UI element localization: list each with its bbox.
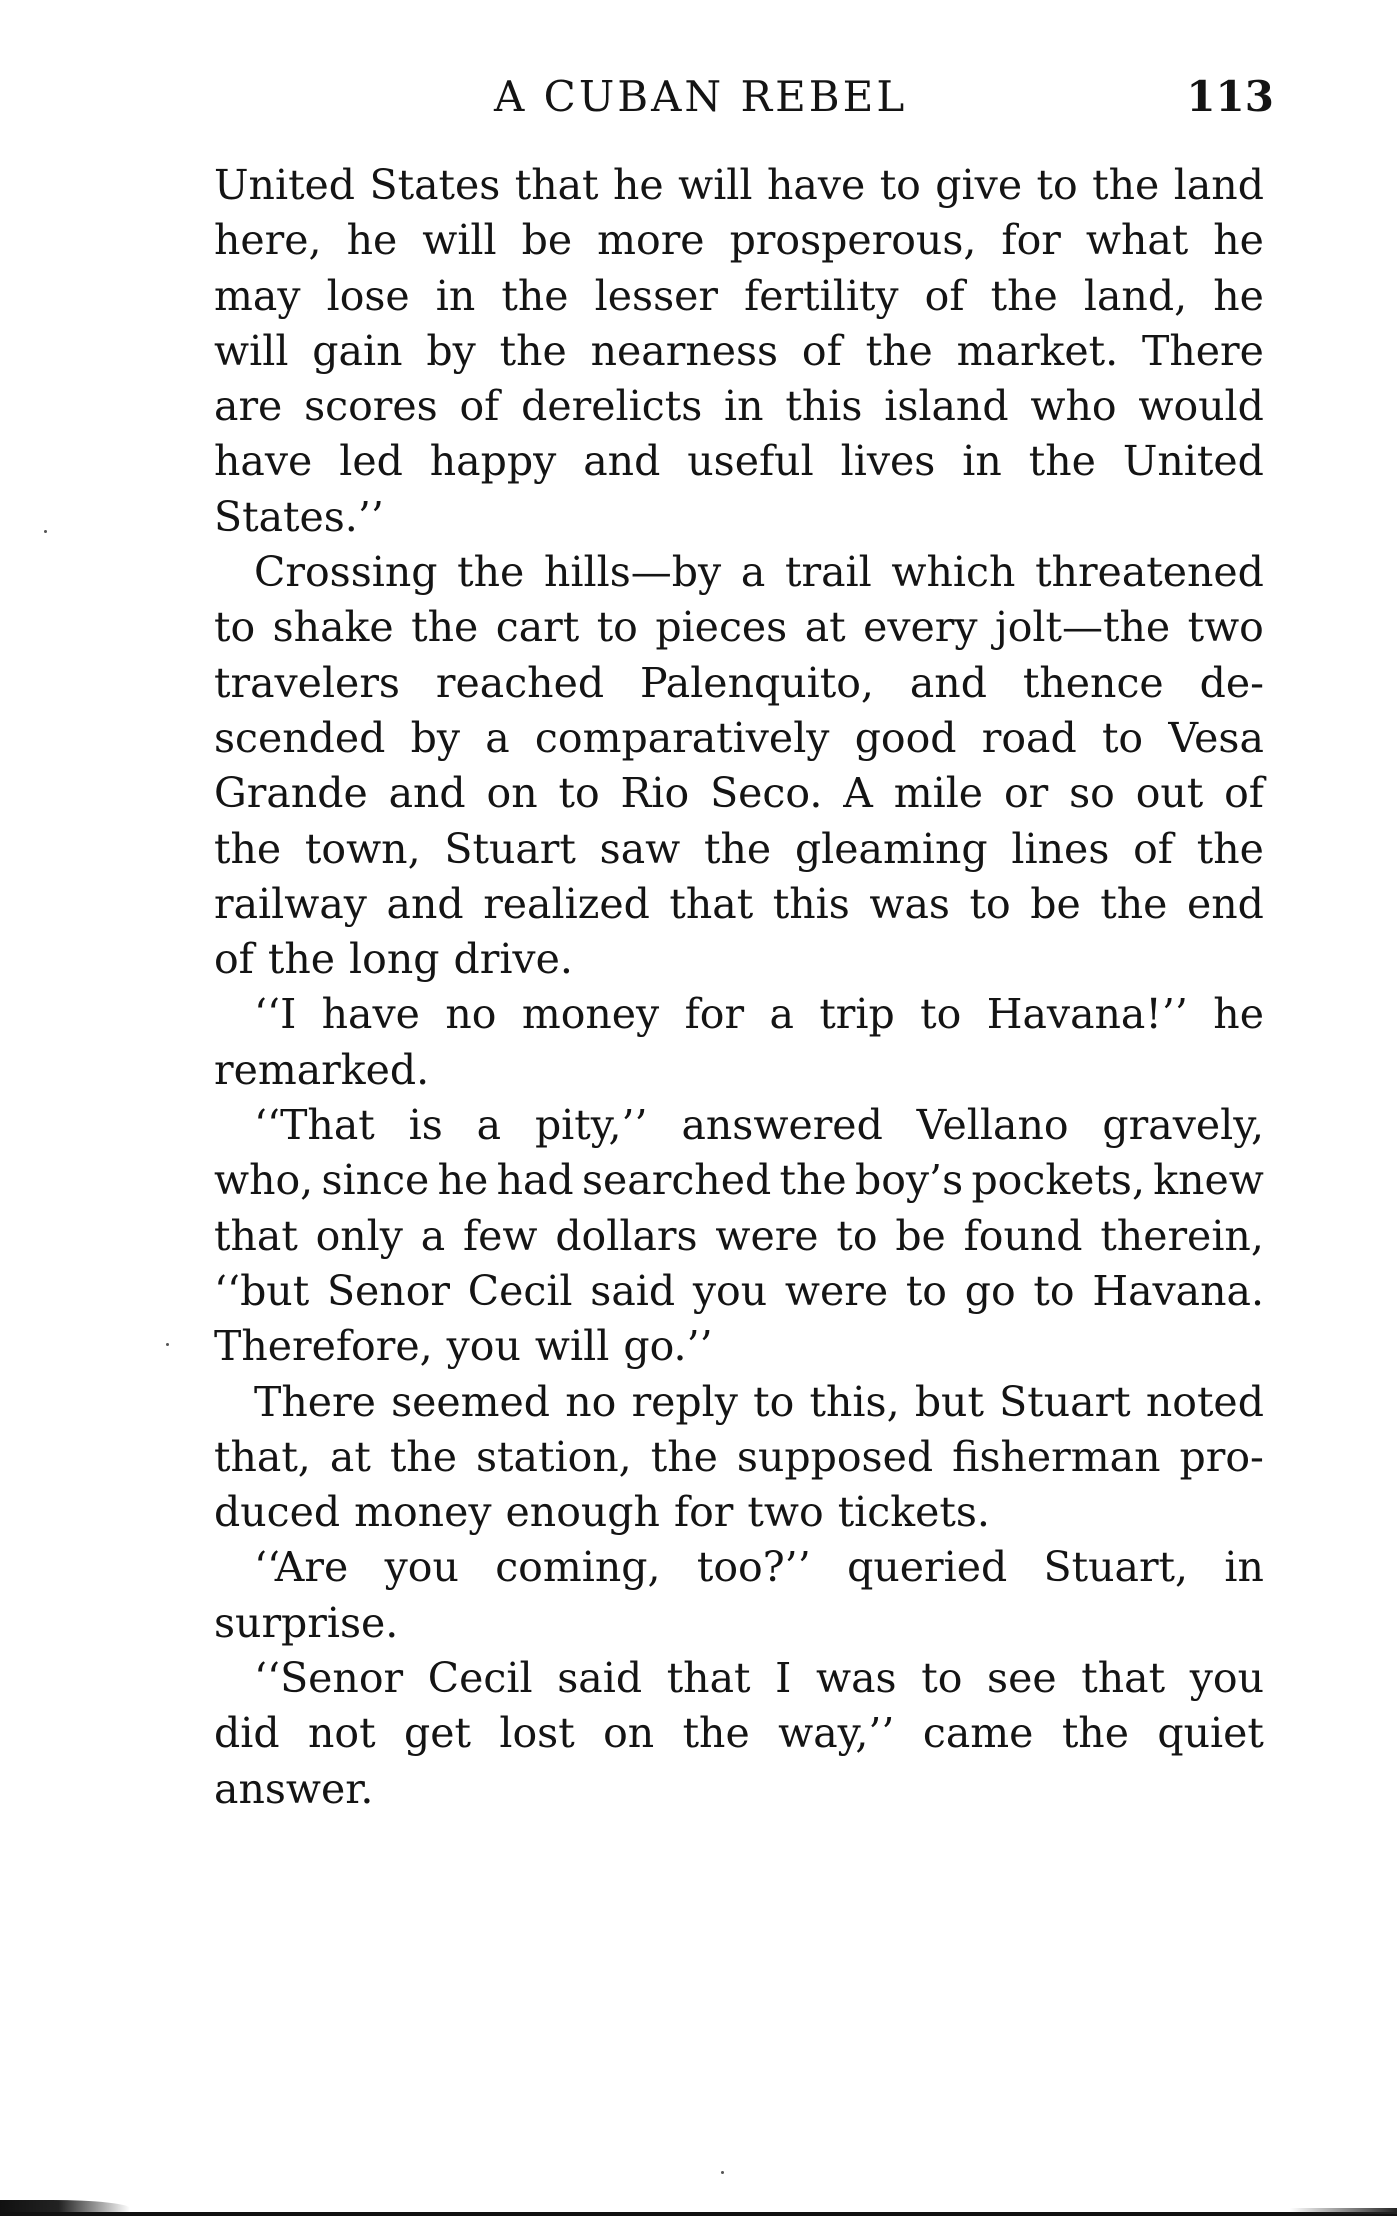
word: that, <box>214 1432 311 1481</box>
text-line <box>214 656 1264 711</box>
word: will <box>678 161 753 209</box>
word: money <box>354 1488 492 1537</box>
text-line <box>214 213 1264 268</box>
text-line <box>214 490 1264 545</box>
word: no <box>565 1377 617 1426</box>
word: ‘‘I <box>254 990 297 1039</box>
word: in <box>962 437 1002 486</box>
word: cart <box>495 603 580 652</box>
word: would <box>1138 382 1264 431</box>
word: by <box>410 713 461 762</box>
word: that <box>514 161 599 209</box>
word: gravely, <box>1102 1101 1264 1150</box>
word: United <box>1122 437 1264 486</box>
text-line <box>214 545 1264 600</box>
text-line <box>214 711 1264 766</box>
word: Havana. <box>1092 1266 1264 1315</box>
word: dollars <box>555 1211 698 1260</box>
text-line <box>214 1153 1264 1208</box>
word: station, <box>476 1432 632 1481</box>
word: this <box>785 382 863 431</box>
word: States <box>369 161 501 209</box>
word: on <box>486 769 538 818</box>
word: here, <box>214 216 322 265</box>
word: enough <box>505 1488 660 1537</box>
word: lesser <box>594 271 718 320</box>
word: to <box>969 879 1011 928</box>
word: Vesa <box>1168 713 1264 762</box>
word: queried <box>847 1543 1008 1592</box>
text-line <box>214 877 1264 932</box>
word: surprise. <box>214 1598 399 1647</box>
word: said <box>557 1654 643 1703</box>
word: but <box>914 1377 984 1426</box>
word: lose <box>326 271 410 320</box>
text-line <box>214 987 1264 1042</box>
word: be <box>1030 879 1081 928</box>
word: town, <box>304 824 421 873</box>
word: pro- <box>1179 1432 1264 1481</box>
word: long <box>349 935 440 984</box>
text-line <box>214 766 1264 821</box>
word: he <box>346 216 398 265</box>
word: that <box>1081 1654 1166 1703</box>
word: be <box>895 1211 946 1260</box>
word: is <box>408 1101 443 1150</box>
word: for <box>684 990 745 1039</box>
word: to <box>836 1211 878 1260</box>
word: ‘‘Senor <box>254 1654 404 1703</box>
text-line <box>214 1762 1264 1817</box>
word: to <box>920 990 962 1039</box>
text-line <box>214 1319 1264 1374</box>
word: that <box>666 1654 751 1703</box>
word: the <box>704 824 772 873</box>
word: a <box>740 548 766 597</box>
word: and <box>386 879 464 928</box>
word: market. <box>956 326 1119 375</box>
word: good <box>854 713 957 762</box>
word: ‘‘but <box>214 1266 310 1315</box>
word: who, <box>214 1156 314 1205</box>
word: noted <box>1145 1377 1264 1426</box>
word: that <box>214 1211 298 1260</box>
word: he <box>1213 271 1264 320</box>
word: searched <box>581 1156 772 1205</box>
word: I <box>775 1654 792 1703</box>
word: useful <box>687 437 814 486</box>
word: boy’s <box>854 1156 964 1205</box>
word: by <box>426 326 476 375</box>
word: Rio <box>620 769 690 818</box>
word: led <box>339 437 403 486</box>
word: end <box>1186 879 1264 928</box>
word: few <box>462 1211 538 1260</box>
word: may <box>214 271 301 320</box>
word: States.’’ <box>214 492 384 541</box>
word: go.’’ <box>623 1322 713 1371</box>
word: nearness <box>590 326 779 375</box>
word: seemed <box>391 1377 551 1426</box>
word: shake <box>272 603 394 652</box>
word: not <box>308 1709 376 1758</box>
word: mile <box>893 769 984 818</box>
ink-smudge <box>1290 2208 1397 2214</box>
word: the <box>411 603 479 652</box>
word: Senor <box>326 1266 450 1315</box>
word: the <box>990 271 1058 320</box>
word: therein, <box>1100 1211 1264 1260</box>
word: give <box>935 161 1023 209</box>
word: said <box>590 1266 676 1315</box>
word: this <box>772 879 850 928</box>
word: the <box>865 326 933 375</box>
text-line <box>214 1264 1264 1319</box>
word: the <box>389 1432 457 1481</box>
word: the <box>682 1709 750 1758</box>
word: Stuart <box>444 824 576 873</box>
speck-mark <box>166 1343 169 1346</box>
word: and <box>388 769 466 818</box>
word: hills—by <box>544 548 722 597</box>
text-line <box>214 822 1264 877</box>
word: of <box>214 935 254 984</box>
word: since <box>321 1156 430 1205</box>
running-title: A CUBAN REBEL <box>494 72 908 121</box>
word: the <box>1100 879 1168 928</box>
word: had <box>496 1156 574 1205</box>
word: so <box>1069 769 1115 818</box>
word: of <box>1224 769 1264 818</box>
bottom-edge-rule <box>0 2212 1397 2216</box>
word: knew <box>1153 1156 1264 1205</box>
word: to <box>753 1377 795 1426</box>
text-line <box>214 1375 1264 1430</box>
word: Vellano <box>916 1101 1069 1150</box>
word: prosperous, <box>729 216 977 265</box>
word: the <box>457 548 525 597</box>
word: no <box>445 990 497 1039</box>
word: road <box>981 713 1077 762</box>
text-line <box>214 600 1264 655</box>
running-head <box>214 72 1274 132</box>
word: comparatively <box>534 713 830 762</box>
word: the <box>214 824 282 873</box>
word: found <box>963 1211 1083 1260</box>
word: you <box>446 1322 521 1371</box>
word: have <box>321 990 420 1039</box>
word: supposed <box>736 1432 934 1481</box>
word: which <box>891 548 1016 597</box>
word: pieces <box>655 603 788 652</box>
word: for <box>1001 216 1061 265</box>
word: in <box>435 271 476 320</box>
word: will <box>534 1322 610 1371</box>
word: will <box>214 326 289 375</box>
word: ‘‘That <box>254 1101 375 1150</box>
word: saw <box>599 824 681 873</box>
word: did <box>214 1709 280 1758</box>
text-line <box>214 1596 1264 1651</box>
word: Stuart <box>999 1377 1131 1426</box>
text-line <box>214 269 1264 324</box>
word: to <box>879 161 921 209</box>
word: are <box>214 382 283 431</box>
text-line <box>214 1430 1264 1485</box>
word: two <box>1187 603 1264 652</box>
word: reached <box>435 658 605 707</box>
text-line <box>214 932 1264 987</box>
word: a <box>769 990 794 1039</box>
word: at <box>329 1432 371 1481</box>
word: you <box>384 1543 459 1592</box>
word: a <box>420 1211 446 1260</box>
word: came <box>922 1709 1034 1758</box>
word: gleaming <box>794 824 988 873</box>
word: to <box>214 603 256 652</box>
word: scended <box>214 713 386 762</box>
text-line <box>214 434 1264 489</box>
word: he <box>612 161 664 209</box>
word: the <box>501 271 569 320</box>
body-text <box>214 158 1264 1817</box>
word: realized <box>483 879 650 928</box>
word: the <box>650 1432 718 1481</box>
word: Crossing <box>254 548 438 597</box>
word: island <box>884 382 1009 431</box>
word: Stuart, <box>1043 1543 1189 1592</box>
word: reply <box>631 1377 738 1426</box>
word: way,’’ <box>778 1709 895 1758</box>
word: lost <box>499 1709 575 1758</box>
word: happy <box>429 437 557 486</box>
word: only <box>315 1211 403 1260</box>
word: lines <box>1011 824 1110 873</box>
word: for <box>673 1488 734 1537</box>
word: to <box>596 603 638 652</box>
word: to <box>1033 1266 1075 1315</box>
page-number: 113 <box>1186 72 1274 121</box>
word: land, <box>1083 271 1188 320</box>
word: in <box>1224 1543 1264 1592</box>
word: Seco. <box>710 769 823 818</box>
word: out <box>1135 769 1204 818</box>
word: too?’’ <box>696 1543 811 1592</box>
word: the <box>1028 437 1096 486</box>
word: have <box>766 161 866 209</box>
word: who <box>1030 382 1117 431</box>
text-line <box>214 1043 1264 1098</box>
word: the <box>1092 161 1160 209</box>
word: was <box>869 879 950 928</box>
word: this, <box>809 1377 900 1426</box>
word: remarked. <box>214 1045 430 1094</box>
word: to <box>905 1266 947 1315</box>
word: de- <box>1199 658 1264 707</box>
word: every <box>863 603 978 652</box>
word: in <box>724 382 764 431</box>
text-line <box>214 1485 1264 1540</box>
word: to <box>921 1654 963 1703</box>
word: a <box>476 1101 502 1150</box>
word: Grande <box>214 769 368 818</box>
word: the <box>1061 1709 1129 1758</box>
word: land <box>1173 161 1264 209</box>
word: quiet <box>1157 1709 1264 1758</box>
word: you <box>692 1266 768 1315</box>
word: gain <box>312 326 403 375</box>
word: scores <box>304 382 438 431</box>
word: the <box>779 1156 847 1205</box>
text-line <box>214 1651 1264 1706</box>
text-line <box>214 1209 1264 1264</box>
word: of <box>459 382 500 431</box>
text-line <box>214 379 1264 434</box>
word: and <box>583 437 661 486</box>
word: railway <box>214 879 367 928</box>
word: money <box>521 990 660 1039</box>
word: United <box>214 161 356 209</box>
speck-mark <box>44 530 47 533</box>
word: coming, <box>495 1543 661 1592</box>
word: were <box>715 1211 819 1260</box>
word: will <box>422 216 497 265</box>
word: Therefore, <box>214 1322 433 1371</box>
word: There <box>1142 326 1264 375</box>
word: have <box>214 437 313 486</box>
text-line <box>214 1540 1264 1595</box>
word: the <box>1196 824 1264 873</box>
word: was <box>816 1654 897 1703</box>
word: derelicts <box>521 382 703 431</box>
word: trip <box>819 990 895 1039</box>
word: tickets. <box>837 1488 990 1537</box>
word: of <box>1133 824 1173 873</box>
word: be <box>521 216 573 265</box>
word: of <box>924 271 965 320</box>
word: answered <box>681 1101 883 1150</box>
word: duced <box>214 1488 341 1537</box>
word: see <box>987 1654 1057 1703</box>
word: he <box>1213 990 1264 1039</box>
word: to <box>1101 713 1144 762</box>
word: two <box>747 1488 824 1537</box>
word: you <box>1189 1654 1264 1703</box>
word: pockets, <box>971 1156 1145 1205</box>
word: Palenquito, <box>640 658 874 707</box>
word: to <box>558 769 600 818</box>
word: a <box>485 713 510 762</box>
word: lives <box>840 437 936 486</box>
word: the <box>499 326 567 375</box>
word: travelers <box>214 658 400 707</box>
word: he <box>1213 216 1264 265</box>
text-line <box>214 1706 1264 1761</box>
word: fisherman <box>952 1432 1161 1481</box>
word: he <box>437 1156 489 1205</box>
word: thence <box>1022 658 1164 707</box>
word: go <box>964 1266 1016 1315</box>
word: jolt—the <box>995 603 1171 652</box>
word: on <box>603 1709 655 1758</box>
word: at <box>804 603 846 652</box>
word: the <box>267 935 336 984</box>
word: threatened <box>1035 548 1264 597</box>
word: Cecil <box>467 1266 573 1315</box>
word: fertility <box>744 271 899 320</box>
word: Havana!’’ <box>986 990 1188 1039</box>
word: get <box>403 1709 471 1758</box>
word: trail <box>785 548 872 597</box>
word: Cecil <box>427 1654 533 1703</box>
word: and <box>909 658 987 707</box>
word: or <box>1003 769 1049 818</box>
word: ‘‘Are <box>254 1543 349 1592</box>
word: that <box>669 879 754 928</box>
text-line <box>214 1098 1264 1153</box>
word: answer. <box>214 1764 374 1813</box>
word: of <box>801 326 842 375</box>
text-line <box>214 158 1264 213</box>
word: drive. <box>453 935 573 984</box>
word: more <box>597 216 705 265</box>
text-line <box>214 324 1264 379</box>
word: to <box>1036 161 1078 209</box>
word: pity,’’ <box>534 1101 648 1150</box>
word: what <box>1085 216 1189 265</box>
word: A <box>843 769 873 818</box>
word: were <box>784 1266 889 1315</box>
word: There <box>254 1377 376 1426</box>
speck-mark <box>721 2171 724 2174</box>
